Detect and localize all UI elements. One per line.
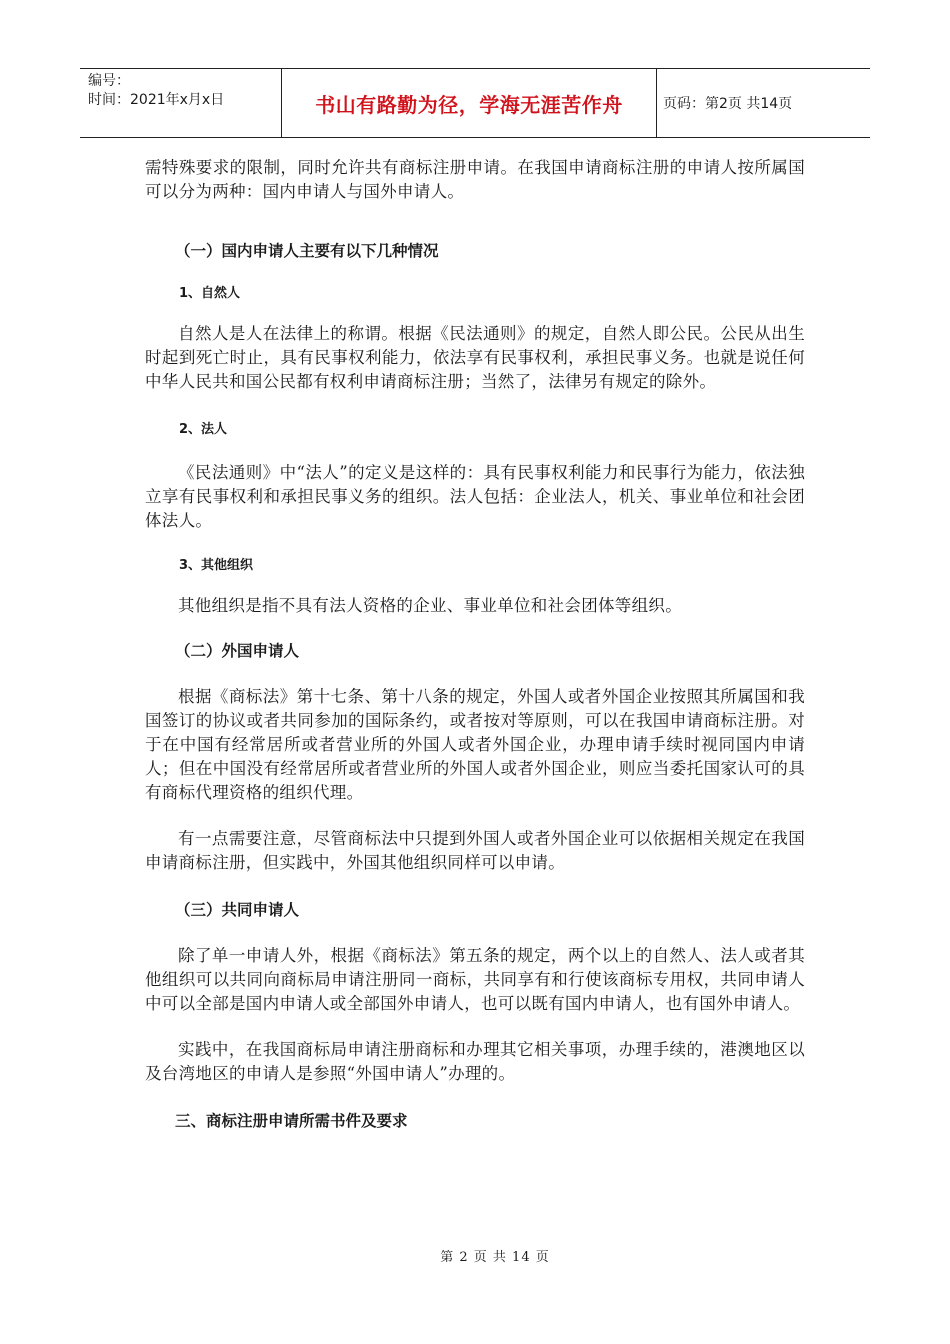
header-motto: 书山有路勤为径，学海无涯苦作舟 xyxy=(315,92,623,117)
header-page-info-text: 页码：第2页 共14页 xyxy=(663,96,793,112)
heading-section-three: 三、商标注册申请所需书件及要求 xyxy=(175,1112,408,1130)
paragraph-legal-person: 《民法通则》中“法人”的定义是这样的：具有民事权利能力和民事行为能力，依法独立享有民事权利和承担民事义务的组织。法人包括：企业法人，机关、事业单位和社会团体法人。 xyxy=(145,463,805,530)
header-page-info xyxy=(657,69,870,137)
intro-paragraph: 需特殊要求的限制，同时允许共有商标注册申请。在我国申请商标注册的申请人按所属国可以分为两种：国内申请人与国外申请人。 xyxy=(145,158,805,201)
page-header xyxy=(80,68,870,138)
heading-joint-applicants: （三）共同申请人 xyxy=(175,901,300,919)
heading-other-organizations: 3、其他组织 xyxy=(179,558,254,573)
heading-natural-person: 1、自然人 xyxy=(179,286,241,301)
heading-foreign-applicants: （二）外国申请人 xyxy=(175,642,300,660)
paragraph-other-organizations: 其他组织是指不具有法人资格的企业、事业单位和社会团体等组织。 xyxy=(178,596,682,615)
paragraph-foreign-applicants-2: 有一点需要注意，尽管商标法中只提到外国人或者外国企业可以依据相关规定在我国申请商标注册，但实践中，外国其他组织同样可以申请。 xyxy=(145,829,805,872)
paragraph-foreign-applicants-1: 根据《商标法》第十七条、第十八条的规定，外国人或者外国企业按照其所属国和我国签订的协议或者共同参加的国际条约，或者按对等原则，可以在我国申请商标注册。对于在中国有经常居所或者营业所的外国人或者外国企业，办理申请手续时视同国内申请人；但在中国没有经常居所或者营业所的外国人或者外国企业，则应当委托国家认可的具有商标代理资格的组织代理。 xyxy=(145,687,805,802)
heading-domestic-applicants: （一）国内申请人主要有以下几种情况 xyxy=(175,242,439,260)
header-time-label: 时间：2021年x月x日 xyxy=(88,92,225,108)
paragraph-joint-applicants-2: 实践中，在我国商标局申请注册商标和办理其它相关事项，办理手续的，港澳地区以及台湾地区的申请人是参照“外国申请人”办理的。 xyxy=(145,1040,805,1083)
document-body xyxy=(145,156,805,1133)
header-number-label: 编号： xyxy=(88,73,130,89)
page-footer xyxy=(0,1246,950,1265)
paragraph-joint-applicants-1: 除了单一申请人外，根据《商标法》第五条的规定，两个以上的自然人、法人或者其他组织可以共同向商标局申请注册同一商标，共同享有和行使该商标专用权，共同申请人中可以全部是国内申请人或全部国外申请人，也可以既有国内申请人，也有国外申请人。 xyxy=(145,946,805,1013)
footer-page-number: 第 2 页 共 14 页 xyxy=(440,1250,550,1265)
heading-legal-person: 2、法人 xyxy=(179,422,228,437)
paragraph-natural-person: 自然人是人在法律上的称谓。根据《民法通则》的规定，自然人即公民。公民从出生时起到死亡时止，具有民事权利能力，依法享有民事权利，承担民事义务。也就是说任何中华人民共和国公民都有权利申请商标注册；当然了，法律另有规定的除外。 xyxy=(145,324,805,391)
header-motto-cell xyxy=(282,69,657,137)
header-meta xyxy=(80,69,282,137)
